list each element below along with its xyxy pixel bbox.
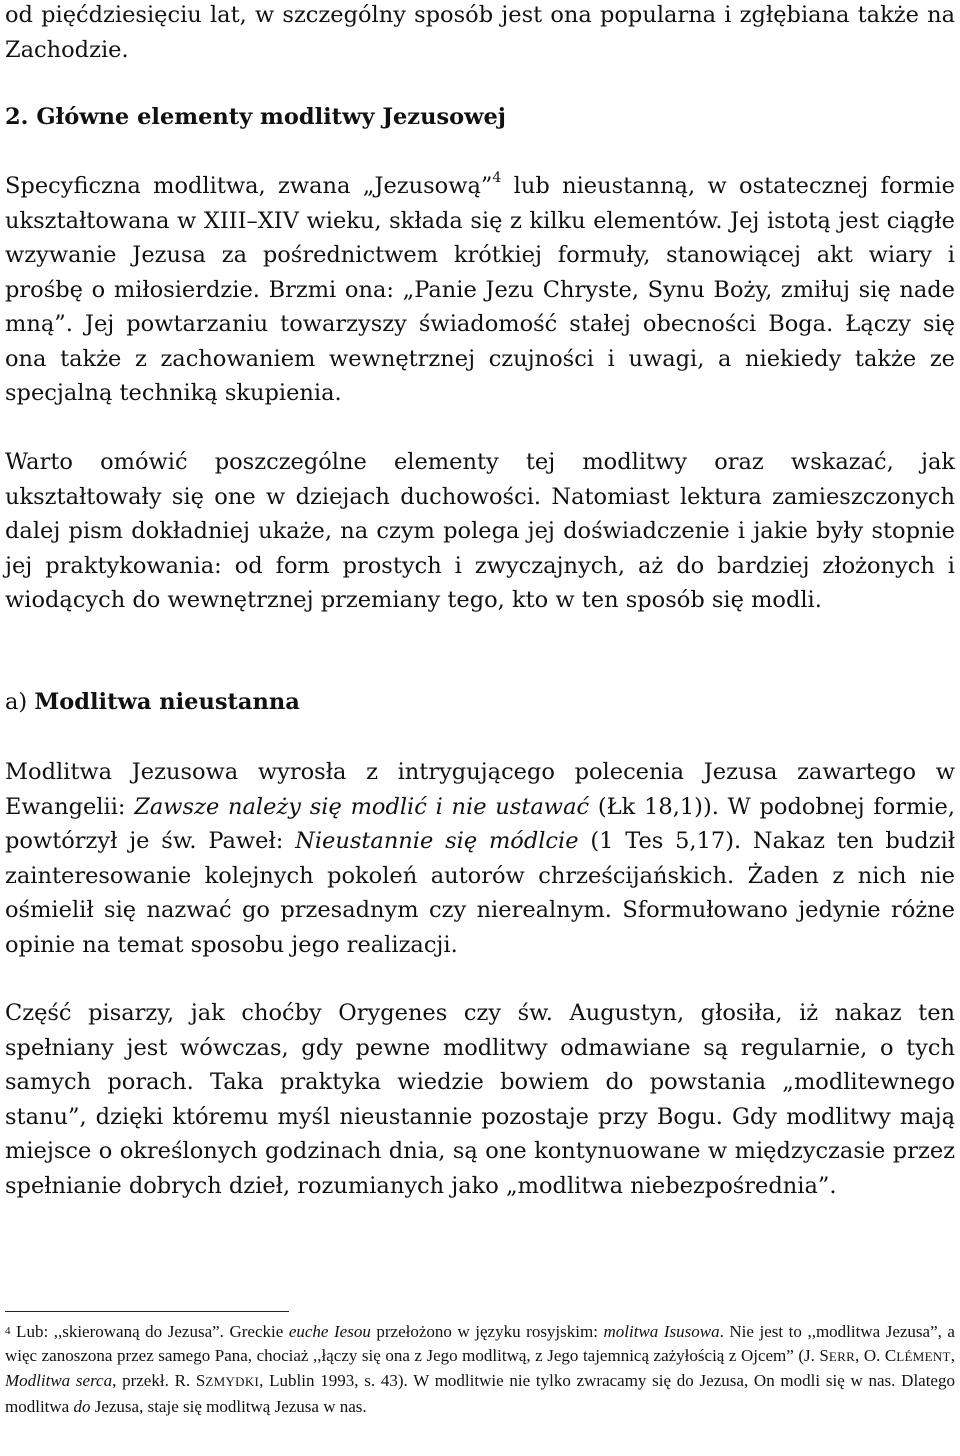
footnote-4 — [5, 1320, 955, 1419]
intro-paragraph: od pięćdziesięciu lat, w szczególny sposób jest ona popularna i zgłębiana także na Zachodzie. — [5, 2, 955, 63]
bible-quote: Nieustannie się módlcie — [295, 828, 579, 854]
footnote-separator — [5, 1311, 289, 1312]
subsection-prefix: a) — [5, 689, 35, 715]
paragraph-text: lub nieustanną, w ostatecznej formie ukształtowana w XIII–XIV wieku, składa się z kilku elementów. Jej istotą jest ciągłe wzywanie Jezusa za pośrednictwem krótkiej formuły, stanowiącej akt wiary i prośbę o miłosierdzie. Brzmi ona: „Panie Jezu Chryste, Synu Boży, zmiłuj się nade mną”. Jej powtarzaniu towarzyszy świadomość stałej obecności Boga. Łączy się ona także z zachowaniem wewnętrznej czujności i uwagi, a niekiedy także ze specjalną techniką skupienia. — [5, 173, 956, 406]
footnote-number: 4 — [5, 1325, 11, 1337]
footnote-text: , O. C — [855, 1346, 897, 1366]
section-heading-2: 2. Główne elementy modlitwy Jezusowej — [5, 104, 506, 130]
paragraph-text: Modlitwa Jezusowa wyrosła z intrygującego polecenia Jezusa zawartego w Ewangelii: — [5, 759, 955, 820]
footnote-smallcaps: ERR — [828, 1349, 856, 1365]
footnote-italic: molitwa Isusowa — [603, 1322, 720, 1341]
subsection-a-heading — [5, 685, 955, 720]
footnote-text: , Lublin 1993, s. 43). W modlitwie nie tylko zwracamy się do Jezusa, On modli się w nas. Dlatego modlitwa — [5, 1371, 955, 1416]
paragraph-text: Specyficzna modlitwa, zwana „Jezusową” — [5, 173, 493, 199]
paragraph-text: (1 Tes 5,17). Nakaz ten budził zainteresowanie kolejnych pokoleń autorów chrześcijańskich. Żaden z nich nie ośmielił się nazwać go przesadnym czy nierealnym. Sformułowano jedynie różne opinie na temat sposobu jego realizacji. — [5, 828, 955, 958]
footnote-italic: do — [73, 1396, 91, 1416]
section-2-paragraph-1 — [5, 169, 955, 411]
subsection-a-paragraph-2: Część pisarzy, jak choćby Orygenes czy św. Augustyn, głosiła, iż nakaz ten spełniany jest wówczas, gdy pewne modlitwy odmawiane są regularnie, o tych samych porach. Taka praktyka wiedzie bowiem do powstania „modlitewnego stanu”, dzięki któremu myśl nieustannie pozostaje przy Bogu. Gdy modlitwy mają miejsce o określonych godzinach dnia, są one kontynuowane w międzyczasie przez spełnianie dobrych dzieł, rozumianych jako „modlitwa niebezpośrednia”. — [5, 1000, 955, 1199]
footnote-text: , przekł. R. S — [112, 1371, 206, 1391]
subsection-a-paragraph-1 — [5, 755, 955, 962]
footnote-smallcaps: LÉMENT — [896, 1349, 951, 1365]
footnote-text: , — [950, 1346, 955, 1366]
footnote-text: Lub: ,,skierowaną do Jezusa”. Greckie — [10, 1322, 289, 1341]
footnote-text: Jezusa, staje się modlitwą Jezusa w nas. — [90, 1396, 367, 1416]
footnote-text: . Nie jest to ,,modlitwa Jezusa”, a więc zanoszona przez samego Pana, chociaż ,,łączy się ona z Jego modlitwą, z Jego tajemnicą zażyłością z Ojcem” (J. S — [5, 1322, 955, 1366]
footnote-text: przełożono w języku rosyjskim: — [370, 1322, 604, 1341]
section-2-paragraph-2: Warto omówić poszczególne elementy tej modlitwy oraz wskazać, jak ukształtowały się one w dziejach duchowości. Natomiast lektura zamieszczonych dalej pism dokładniej ukaże, na czym polega jej doświadczenie i jakie były stopnie jej praktykowania: od form prostych i zwyczajnych, aż do bardziej złożonych i wiodących do wewnętrznej przemiany tego, kto w ten sposób się modli. — [5, 449, 955, 613]
footnote-reference-4[interactable]: 4 — [492, 170, 502, 186]
bible-quote: Zawsze należy się modlić i nie ustawać — [134, 793, 590, 820]
footnote-italic: Modlitwa serca — [5, 1371, 113, 1391]
paragraph-text: (Łk 18,1)). W podobnej formie, powtórzył je św. Paweł: — [5, 793, 955, 854]
footnote-smallcaps: ZMYDKI — [205, 1374, 260, 1390]
subsection-title: Modlitwa nieustanna — [34, 689, 300, 715]
footnote-italic: euche Iesou — [288, 1322, 371, 1341]
